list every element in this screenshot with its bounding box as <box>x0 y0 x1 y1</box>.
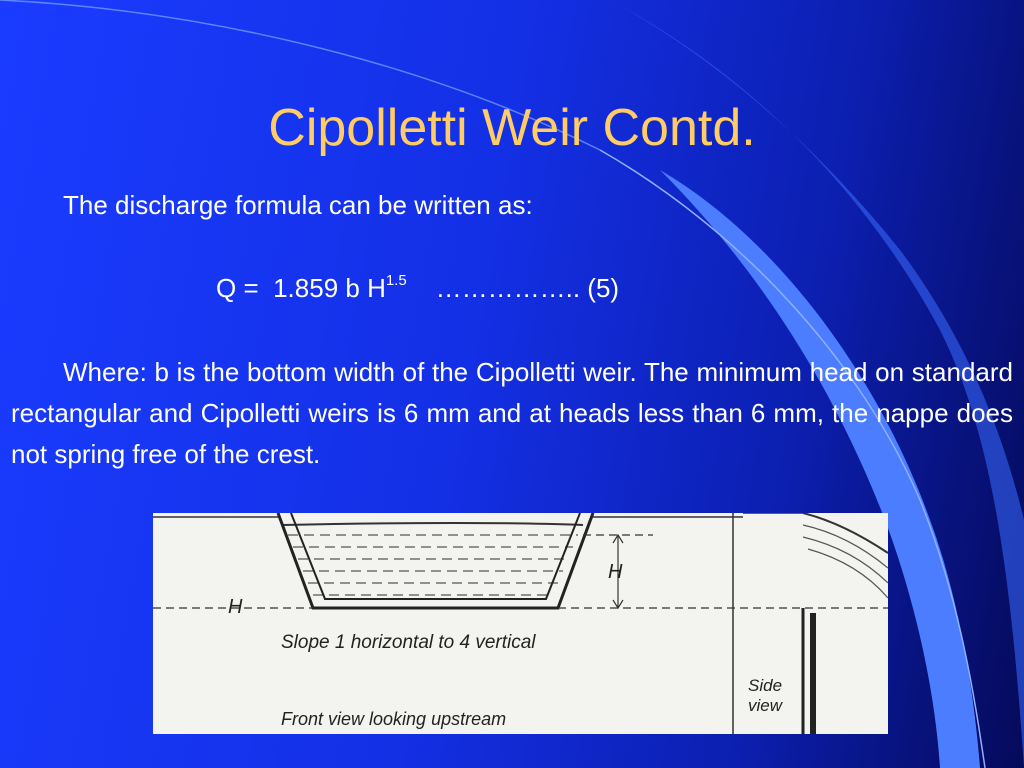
formula-exponent: 1.5 <box>385 272 407 289</box>
where-paragraph: Where: b is the bottom width of the Cipolletti weir. The minimum head on standard rectangular and Cipolletti weirs is 6 mm and at heads less than 6 mm, the nappe does not spring free of the crest. <box>11 357 1013 469</box>
formula-reference: …………….. (5) <box>435 273 620 303</box>
head-label-side: H <box>228 596 243 618</box>
weir-diagram <box>153 513 888 734</box>
formula-lhs: Q = <box>216 273 259 303</box>
side-caption-2: view <box>748 696 783 715</box>
front-view-caption: Front view looking upstream <box>281 709 507 729</box>
slope-caption: Slope 1 horizontal to 4 vertical <box>281 632 536 653</box>
head-label-h: H <box>608 561 623 583</box>
trapezoidal-notch <box>153 513 743 608</box>
slide-title: Cipolletti Weir Contd. <box>268 99 756 157</box>
discharge-formula <box>216 272 619 304</box>
intro-text: The discharge formula can be written as: <box>63 190 533 220</box>
formula-body: 1.859 b H <box>273 273 386 303</box>
side-caption-1: Side <box>748 676 783 695</box>
water-surface <box>283 523 583 595</box>
